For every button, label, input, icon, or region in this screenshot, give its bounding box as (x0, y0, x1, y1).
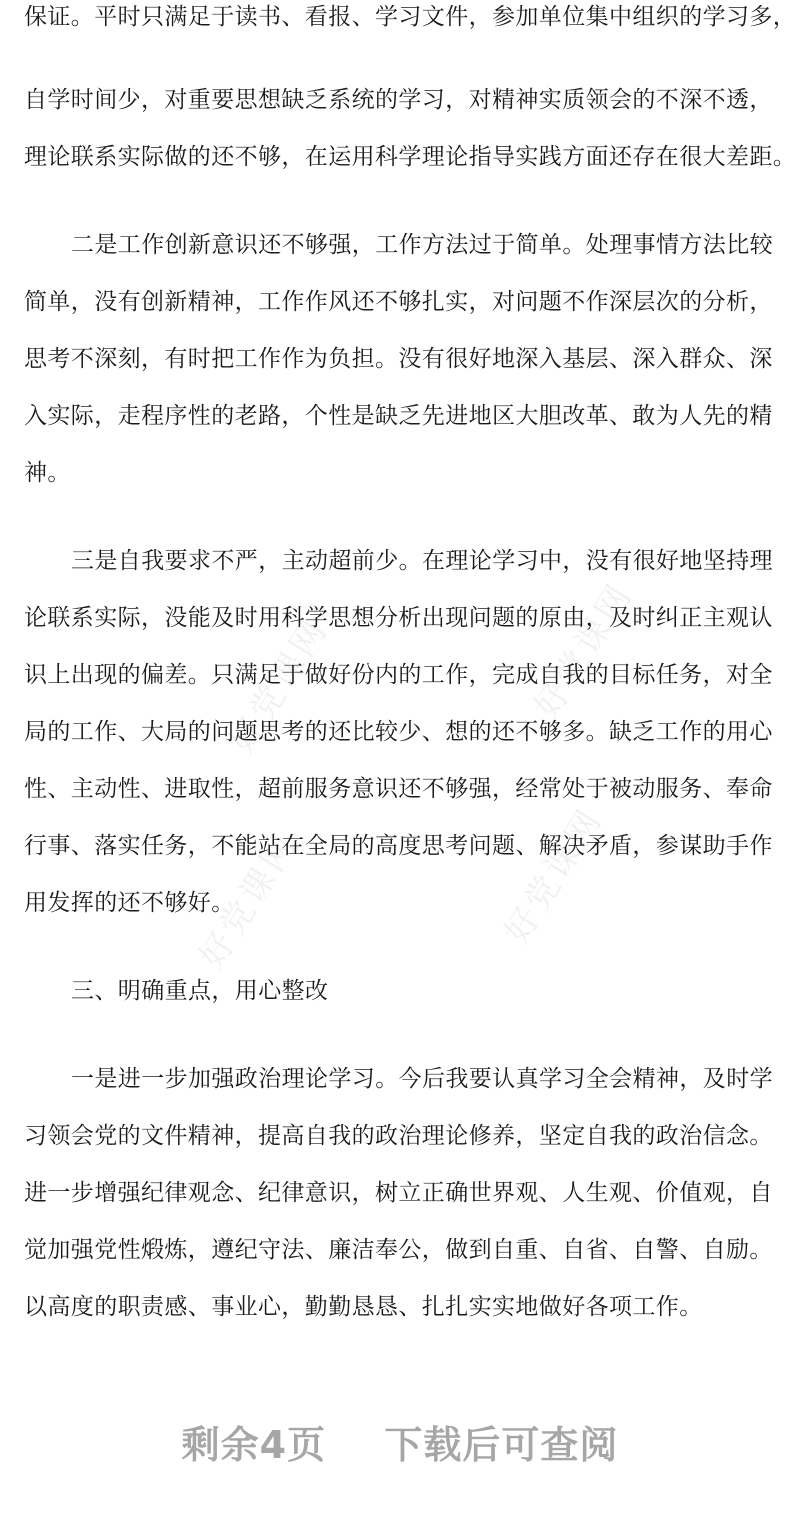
text-line: 简单，没有创新精神，工作作风还不够扎实，对问题不作深层次的分析， (24, 289, 773, 315)
text-line: 神。 (24, 460, 71, 486)
watermark-text: 好党课网 (191, 825, 307, 976)
remaining-pages-label: 剩余4页 (181, 1423, 327, 1467)
text-line: 习领会党的文件精神，提高自我的政治理论修养，坚定自我的政治信念。 (24, 1123, 773, 1149)
text-line: 论联系实际，没能及时用科学思想分析出现问题的原由，及时纠正主观认 (24, 605, 773, 631)
text-line: 理论联系实际做的还不够，在运用科学理论指导实践方面还存在很大差距。 (24, 144, 797, 170)
text-line: 二是工作创新意识还不够强，工作方法过于简单。处理事情方法比较 (71, 232, 773, 258)
watermark-text: 好党课网 (221, 610, 337, 761)
text-line: 一是进一步加强政治理论学习。今后我要认真学习全会精神，及时学 (71, 1066, 773, 1092)
text-line: 三是自我要求不严，主动超前少。在理论学习中，没有很好地坚持理 (71, 548, 773, 574)
watermark-text: 好党课网 (526, 575, 642, 726)
watermark-text: 好党课网 (496, 800, 612, 951)
text-line: 觉加强党性煅炼，遵纪守法、廉洁奉公，做到自重、自省、自警、自励。 (24, 1237, 773, 1263)
download-hint-label[interactable]: 下载后可查阅 (384, 1423, 619, 1467)
text-line: 三、明确重点，用心整改 (71, 978, 329, 1004)
download-prompt[interactable] (0, 1414, 800, 1469)
text-line: 进一步增强纪律观念、纪律意识，树立正确世界观、人生观、价值观，自 (24, 1180, 773, 1206)
text-line: 局的工作、大局的问题思考的还比较少、想的还不够多。缺乏工作的用心 (24, 719, 773, 745)
text-line: 以高度的职责感、事业心，勤勤恳恳、扎扎实实地做好各项工作。 (24, 1294, 703, 1320)
text-line: 性、主动性、进取性，超前服务意识还不够强，经常处于被动服务、奉命 (24, 776, 773, 802)
text-line: 入实际，走程序性的老路，个性是缺乏先进地区大胆改革、敢为人先的精 (24, 403, 773, 429)
text-line: 行事、落实任务，不能站在全局的高度思考问题、解决矛盾，参谋助手作 (24, 833, 773, 859)
text-line: 思考不深刻，有时把工作作为负担。没有很好地深入基层、深入群众、深 (24, 346, 773, 372)
text-line: 自学时间少，对重要思想缺乏系统的学习，对精神实质领会的不深不透， (24, 87, 773, 113)
text-line: 保证。平时只满足于读书、看报、学习文件，参加单位集中组织的学习多， (24, 4, 797, 30)
text-line: 识上出现的偏差。只满足于做好份内的工作，完成自我的目标任务，对全 (24, 662, 773, 688)
text-line: 用发挥的还不够好。 (24, 890, 235, 916)
